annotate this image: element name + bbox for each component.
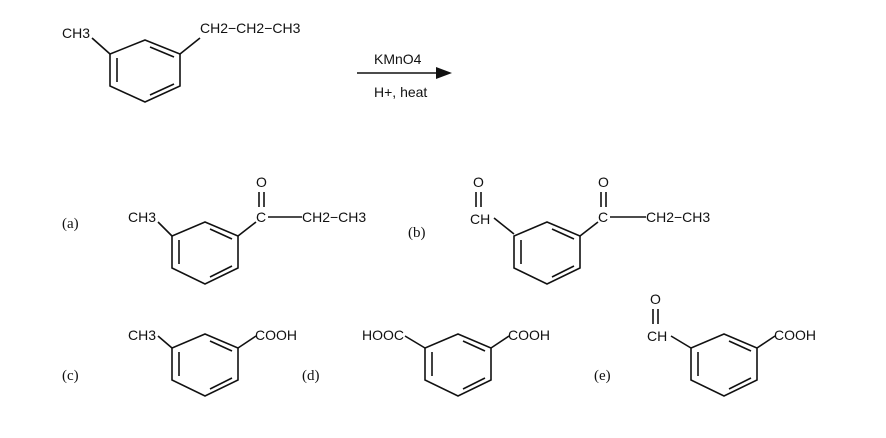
option-b-label: (b) bbox=[408, 225, 426, 241]
option-b-left-oxygen: O bbox=[473, 174, 484, 190]
reaction-arrow bbox=[357, 51, 452, 100]
option-a-methyl: CH3 bbox=[128, 209, 157, 225]
option-e-left-oxygen: O bbox=[650, 291, 661, 307]
option-c-methyl: CH3 bbox=[128, 327, 157, 343]
option-a-oxygen: O bbox=[256, 174, 267, 190]
option-a-label: (a) bbox=[62, 216, 79, 232]
option-b-carbon: C bbox=[598, 209, 609, 225]
benzene-ring bbox=[172, 334, 238, 396]
reactant-molecule bbox=[62, 20, 301, 102]
option-d-left-carboxyl: HOOC bbox=[362, 327, 404, 343]
reactant-methyl-label: CH3 bbox=[62, 25, 91, 41]
option-a[interactable] bbox=[62, 174, 366, 284]
reagent-top: KMnO4 bbox=[374, 51, 422, 67]
option-d[interactable] bbox=[302, 327, 550, 396]
option-e-label: (e) bbox=[594, 368, 611, 384]
option-c[interactable] bbox=[62, 327, 297, 396]
option-b[interactable] bbox=[408, 174, 710, 284]
option-e-aldehyde: CH bbox=[647, 328, 668, 344]
benzene-ring bbox=[514, 222, 580, 284]
option-b-ethyl: CH2−CH3 bbox=[646, 209, 711, 225]
methyl-bond bbox=[92, 38, 110, 54]
benzene-ring bbox=[691, 334, 757, 396]
option-d-label: (d) bbox=[302, 368, 320, 384]
option-b-oxygen: O bbox=[598, 174, 609, 190]
reagent-bottom: H+, heat bbox=[374, 84, 428, 100]
option-d-right-carboxyl: COOH bbox=[508, 327, 550, 343]
option-b-aldehyde: CH bbox=[470, 211, 491, 227]
benzene-ring bbox=[425, 334, 491, 396]
option-c-carboxyl: COOH bbox=[255, 327, 297, 343]
option-c-label: (c) bbox=[62, 368, 79, 384]
option-a-carbon: C bbox=[256, 209, 267, 225]
option-e[interactable] bbox=[594, 291, 816, 396]
option-a-ethyl: CH2−CH3 bbox=[302, 209, 367, 225]
benzene-ring bbox=[172, 222, 238, 284]
benzene-ring bbox=[110, 40, 180, 102]
propyl-bond bbox=[180, 38, 200, 54]
reactant-propyl-label: CH2−CH2−CH3 bbox=[200, 20, 301, 36]
option-e-carboxyl: COOH bbox=[774, 327, 816, 343]
